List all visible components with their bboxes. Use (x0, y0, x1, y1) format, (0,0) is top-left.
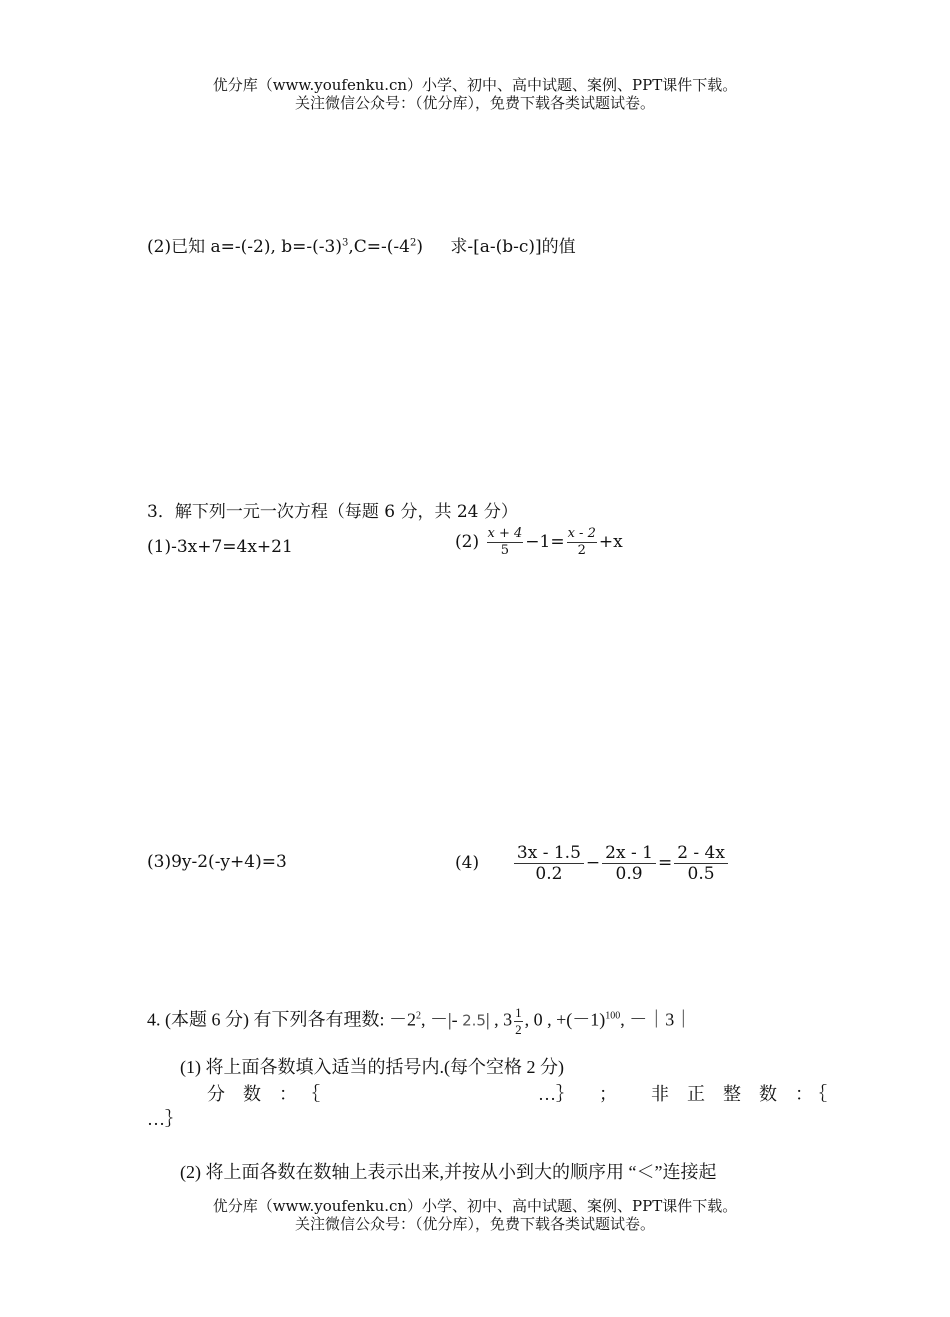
equation-1: (1)-3x+7=4x+21 (147, 537, 293, 557)
s4-number-2-value: 2.5 (462, 1011, 486, 1030)
non-positive-brace-open: ｛ (809, 1084, 827, 1104)
q2-label: (2)已知 (147, 237, 206, 257)
s4-number-1: －2 (389, 1009, 416, 1030)
semicolon: ； (599, 1084, 617, 1104)
eq2-label: (2) (455, 532, 480, 552)
s4-number-5: , －｜3｜ (620, 1009, 693, 1030)
eq2-den-2: 2 (577, 543, 586, 558)
eq4-den-1: 0.2 (535, 864, 563, 884)
eq4-num-1: 3x - 1.5 (514, 843, 584, 864)
header-line-1: 优分库（www.youfenku.cn）小学、初中、高中试题、案例、PPT课件下载。 (212, 76, 738, 94)
equation-3: (3)9y-2(-y+4)=3 (147, 852, 287, 872)
s4-number-1-exponent: 2 (416, 1010, 421, 1022)
s4-number-2: , －|- (421, 1009, 458, 1030)
q2-c-exponent: 2 (409, 237, 417, 249)
eq2-fraction-2 (567, 526, 597, 559)
s4-mixed-fraction (514, 1005, 523, 1038)
eq2-num-1: x + 4 (487, 526, 523, 541)
equation-2 (455, 526, 623, 559)
section-4-part-1: (1) 将上面各数填入适当的括号内.(每个空格 2 分) (180, 1057, 564, 1077)
s4-number-4: , 0 , +(－1) (524, 1009, 606, 1030)
eq4-num-3: 2 - 4x (674, 843, 728, 864)
non-positive-integer-label: 非 正 整 数 ： (651, 1084, 813, 1104)
s4-intro-text: 4. (本题 6 分) 有下列各有理数: (147, 1009, 385, 1030)
section-4-intro (147, 1005, 692, 1038)
s4-number-4-exponent: 100 (605, 1010, 621, 1022)
fraction-brace-open: ｛ (302, 1084, 320, 1104)
eq4-op-2: = (657, 853, 673, 873)
s4-fraction-den: 2 (515, 1022, 522, 1037)
classification-row (207, 1080, 827, 1106)
non-positive-brace-close: …｝ (147, 1109, 183, 1129)
eq2-fraction-1 (487, 526, 524, 559)
fraction-label: 分 数 ： (207, 1084, 297, 1104)
footer-line-2: 关注微信公众号：（优分库），免费下载各类试题试卷。 (294, 1215, 655, 1233)
s4-fraction-num: 1 (515, 1005, 522, 1020)
eq4-den-3: 0.5 (687, 864, 715, 884)
eq4-num-2: 2x - 1 (602, 843, 656, 864)
eq2-tail: +x (598, 532, 623, 552)
eq2-mid: −1= (525, 532, 565, 552)
q2-b: b=-(-3) (281, 237, 342, 257)
question-2 (147, 232, 576, 257)
eq4-den-2: 0.9 (615, 864, 643, 884)
q2-ask: 求-[a-(b-c)]的值 (450, 237, 576, 257)
eq4-fraction-1 (514, 843, 584, 884)
equation-4 (455, 843, 730, 884)
q2-b-exponent: 3 (341, 237, 349, 249)
fraction-brace-close: …｝ (538, 1084, 574, 1104)
section-4-part-2: (2) 将上面各数在数轴上表示出来,并按从小到大的顺序用 “＜”连接起 (180, 1162, 717, 1182)
eq2-den-1: 5 (500, 543, 510, 558)
q2-c-close: ) (416, 237, 423, 257)
s4-number-2-close: | , 3 (485, 1009, 513, 1030)
eq4-op-1: − (585, 853, 601, 873)
q2-c: ,C=-(-4 (348, 237, 410, 257)
section-3-title: 3．解下列一元一次方程（每题 6 分，共 24 分） (147, 502, 518, 522)
eq4-fraction-3 (674, 843, 728, 884)
eq2-num-2: x - 2 (567, 526, 596, 541)
footer-line-1: 优分库（www.youfenku.cn）小学、初中、高中试题、案例、PPT课件下载。 (212, 1197, 738, 1215)
eq4-fraction-2 (602, 843, 656, 884)
q2-a: a=-(-2), (210, 237, 276, 257)
eq4-label: (4) (455, 853, 480, 873)
header-line-2: 关注微信公众号：（优分库），免费下载各类试题试卷。 (294, 94, 655, 112)
